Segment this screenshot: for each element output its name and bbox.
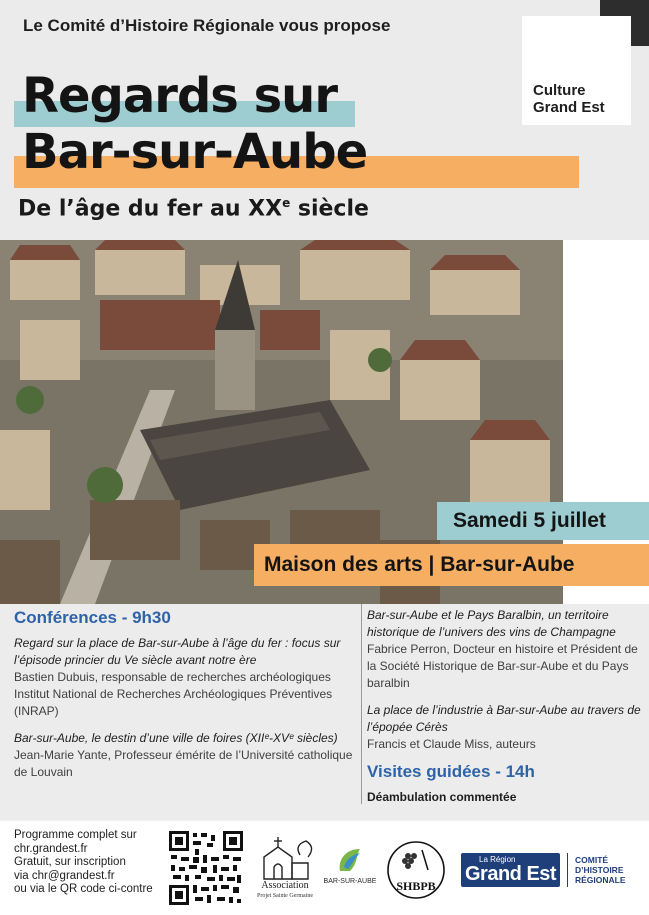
chapel-logo-icon [258, 835, 314, 881]
region-grand-est-logo [461, 853, 560, 887]
conferences-heading: Conférences - 9h30 [14, 608, 171, 627]
footer-line: Gratuit, sur inscription [14, 856, 126, 868]
talk-title: Bar-sur-Aube et le Pays Baralbin, un territoire historique de l’univers des vins de Champagne [367, 608, 616, 639]
chr-logo-line: RÉGIONALE [575, 875, 626, 885]
region-logo-divider [567, 853, 568, 887]
culture-logo-line2: Grand Est [533, 99, 605, 116]
bar-sur-aube-logo-icon [336, 845, 364, 875]
event-venue: Maison des arts | Bar-sur-Aube [264, 553, 575, 576]
talk-title: Regard sur la place de Bar-sur-Aube à l’âge du fer : focus sur l’épisode princier du Ve siècle avant notre ère [14, 636, 341, 667]
page-title-line1: Regards sur [22, 68, 337, 124]
program-left-column [14, 607, 357, 781]
chr-logo-text [575, 855, 626, 885]
shbpb-logo-text: SHBPB [396, 879, 436, 893]
subtitle-end: siècle [290, 196, 369, 222]
intro-line: Le Comité d’Histoire Régionale vous propose [23, 16, 391, 35]
visits-item: Déambulation commentée [367, 790, 517, 804]
talk-speaker: Jean-Marie Yante, Professeur émérite de l’Université catholique de Louvain [14, 748, 353, 779]
event-venue-badge [254, 544, 649, 586]
talk-speaker: Francis et Claude Miss, auteurs [367, 737, 536, 751]
assoc-name: Association [261, 880, 309, 891]
footer-line: ou via le QR code ci-contre [14, 883, 153, 895]
region-logo-big: Grand Est [465, 863, 557, 885]
footer-line: Programme complet sur [14, 829, 137, 841]
region-logo-small: La Région [479, 855, 516, 864]
chr-logo-line: D’HISTOIRE [575, 865, 624, 875]
talk-title: Bar-sur-Aube, le destin d’une ville de foires (XIIᵉ-XVᵉ siècles) [14, 731, 338, 745]
talk-title: La place de l’industrie à Bar-sur-Aube au travers de l’épopée Cérès [367, 703, 641, 734]
talk-speaker: Fabrice Perron, Docteur en histoire et Président de la Société Historique de Bar-sur-Aube et du Pays baralbin [367, 642, 638, 690]
subtitle-main: De l’âge du fer au XX [18, 196, 283, 222]
event-date: Samedi 5 juillet [453, 509, 606, 532]
subtitle-superscript: e [282, 196, 291, 210]
page-title-line2: Bar-sur-Aube [22, 124, 368, 180]
bar-sur-aube-logo-text: BAR-SUR-AUBE [323, 878, 377, 885]
event-date-badge [437, 502, 649, 540]
culture-logo-line1: Culture [533, 82, 586, 99]
chr-logo-line: COMITÉ [575, 855, 609, 865]
qr-code[interactable] [167, 829, 245, 907]
page-subtitle [18, 196, 369, 221]
talk-speaker: Bastien Dubuis, responsable de recherches archéologiques Institut National de Recherches Archéologiques Préventives (INRAP) [14, 670, 333, 718]
footer-info [14, 829, 164, 897]
assoc-subtitle: Projet Sainte Germaine [257, 893, 313, 899]
program-right-column [367, 607, 643, 806]
culture-grand-est-logo [522, 16, 631, 125]
column-divider [361, 604, 362, 804]
visits-heading: Visites guidées - 14h [367, 762, 535, 781]
footer-link-email[interactable]: via chr@grandest.fr [14, 869, 115, 882]
footer-link-site[interactable]: chr.grandest.fr [14, 842, 88, 855]
